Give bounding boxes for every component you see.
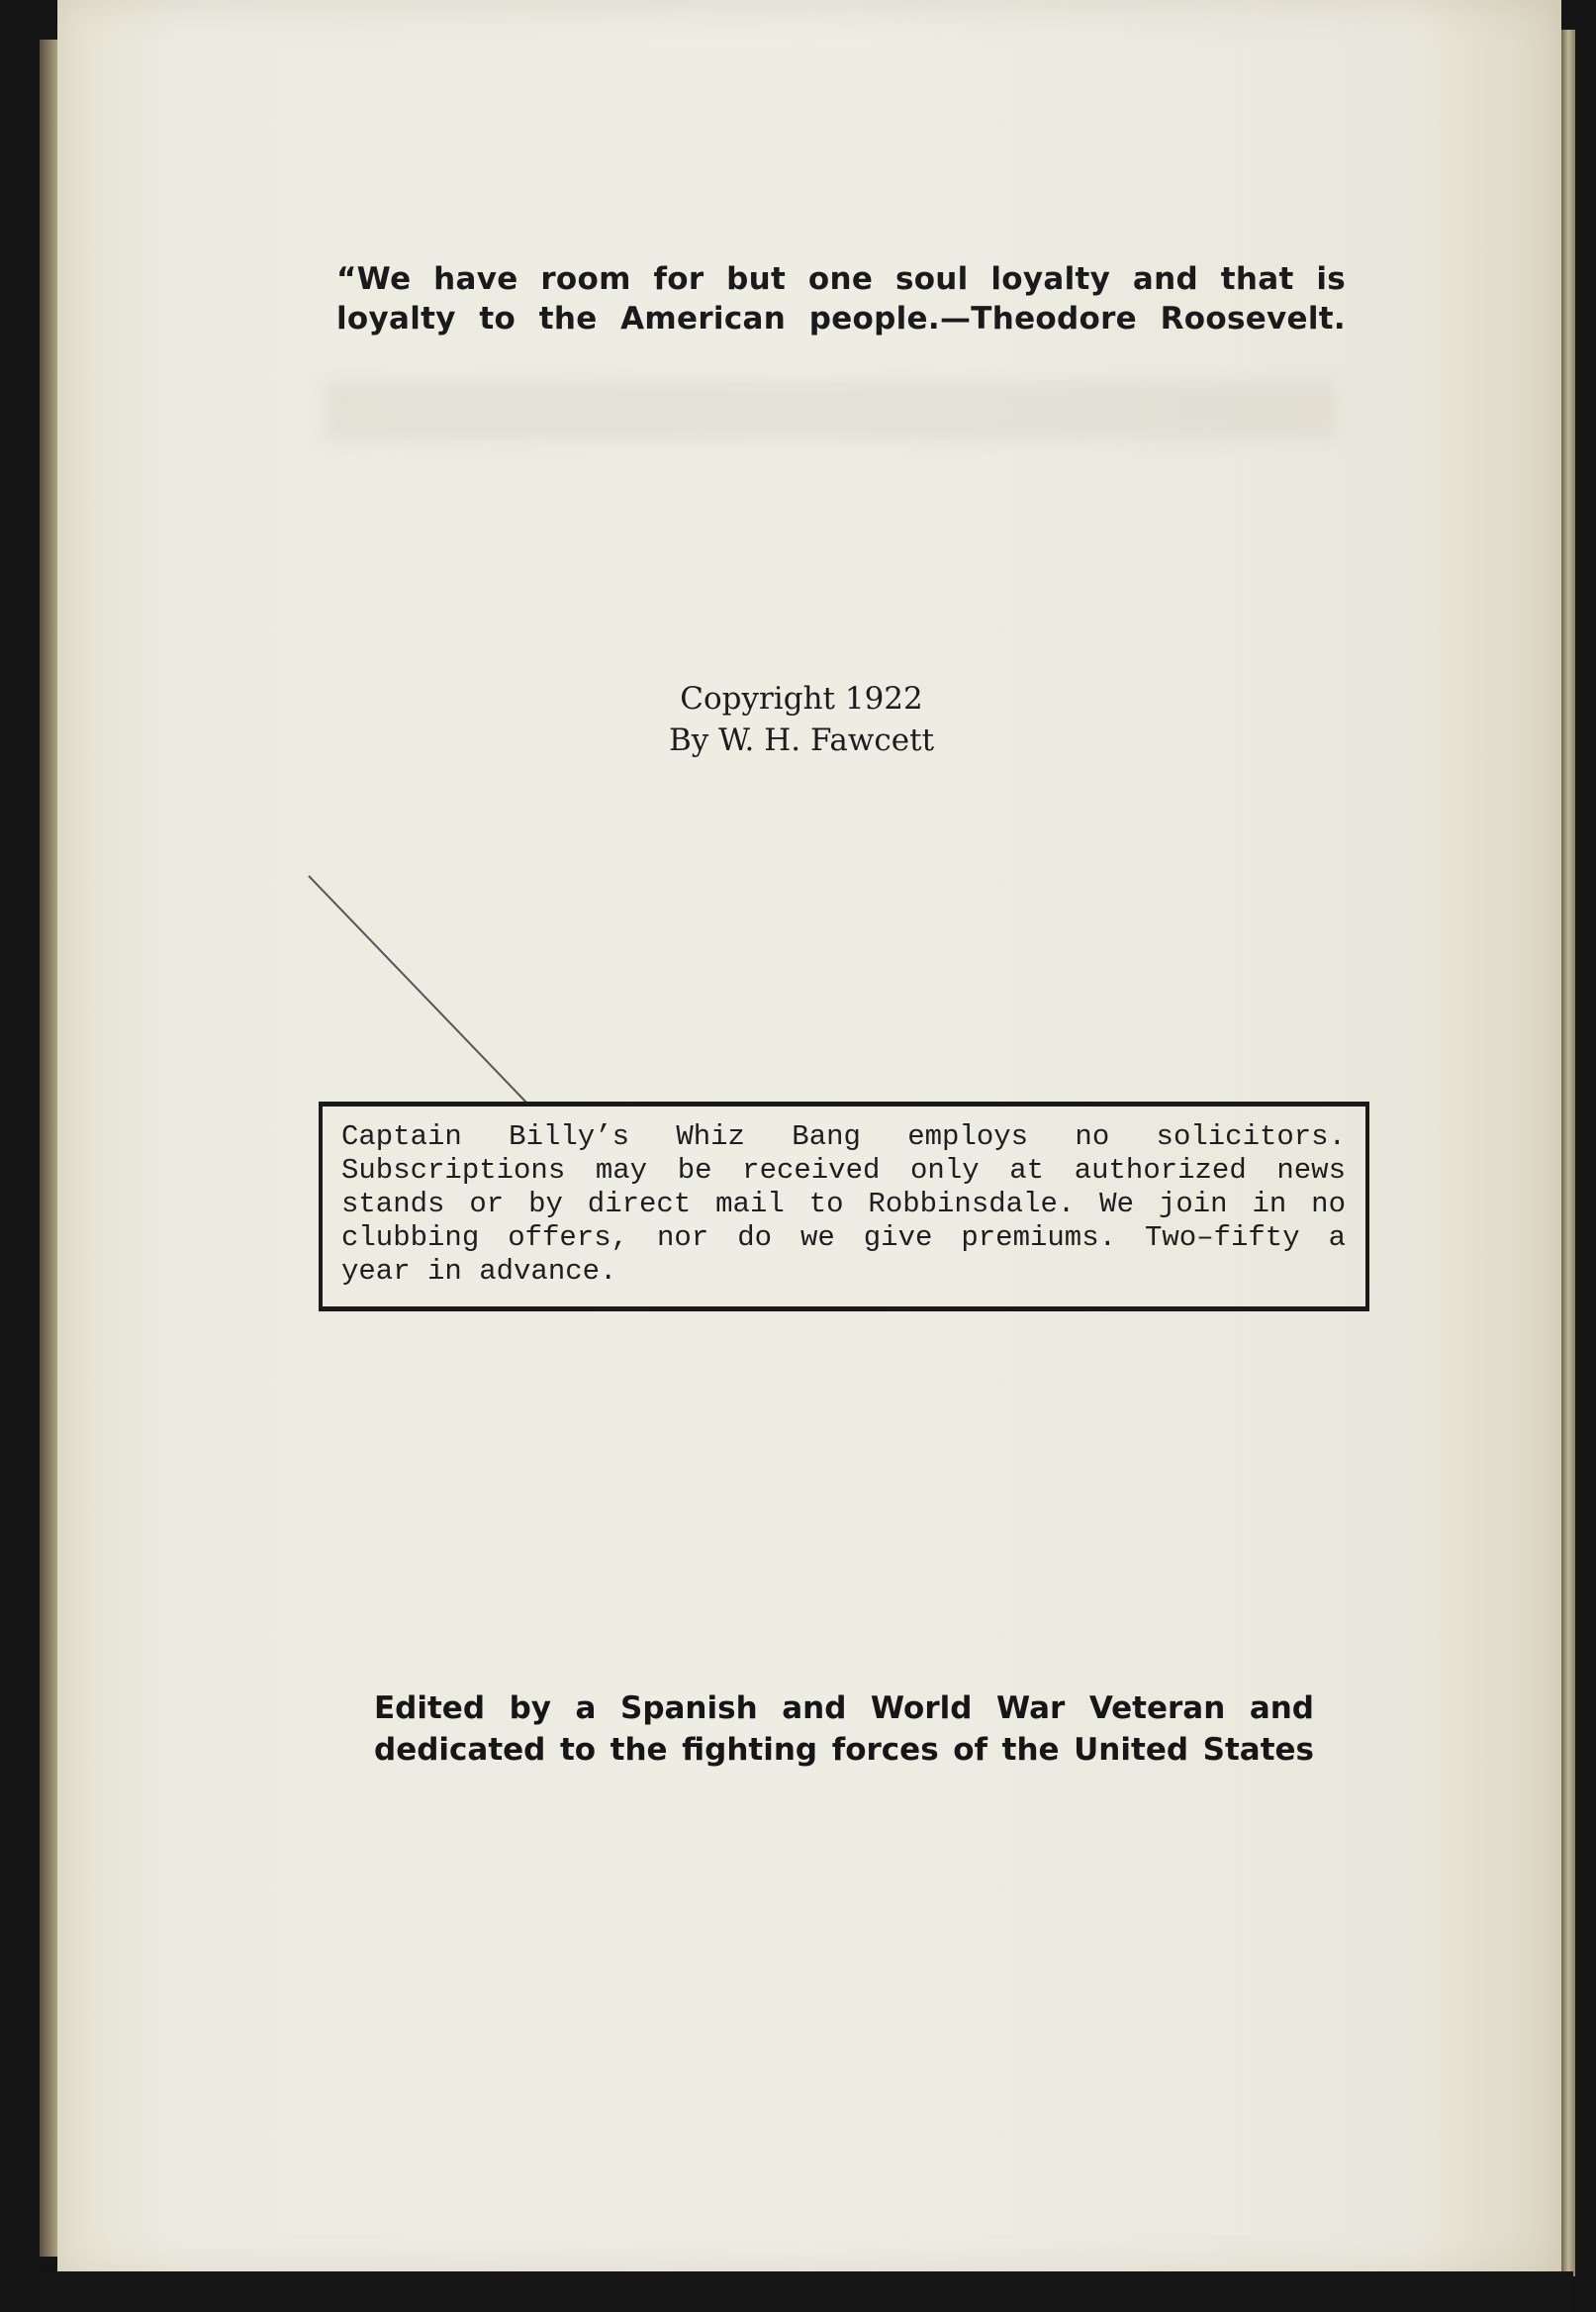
dedication-line-1: Edited by a Spanish and World War Veteran and <box>374 1690 1314 1726</box>
copyright-line-1: Copyright 1922 <box>680 681 923 717</box>
quote-line-2: loyalty to the American people.—Theodore Roosevelt. <box>336 301 1346 337</box>
subscription-notice <box>341 1120 1346 1289</box>
quote-line-1: “We have room for but one soul loyalty and that is <box>336 261 1346 297</box>
notice-line: clubbing offers, nor do we give premiums. Two–fifty a <box>341 1221 1346 1254</box>
dedication <box>374 1687 1314 1771</box>
notice-line: year in advance. <box>341 1255 617 1288</box>
notice-line: stands or by direct mail to Robbinsdale. We join in no <box>341 1188 1346 1220</box>
dedication-line-2: dedicated to the fighting forces of the United States <box>374 1732 1314 1768</box>
notice-line: Captain Billy’s Whiz Bang employs no solicitors. <box>341 1120 1346 1153</box>
notice-line: Subscriptions may be received only at authorized news <box>341 1154 1346 1187</box>
copyright-line-2: By W. H. Fawcett <box>668 722 935 758</box>
